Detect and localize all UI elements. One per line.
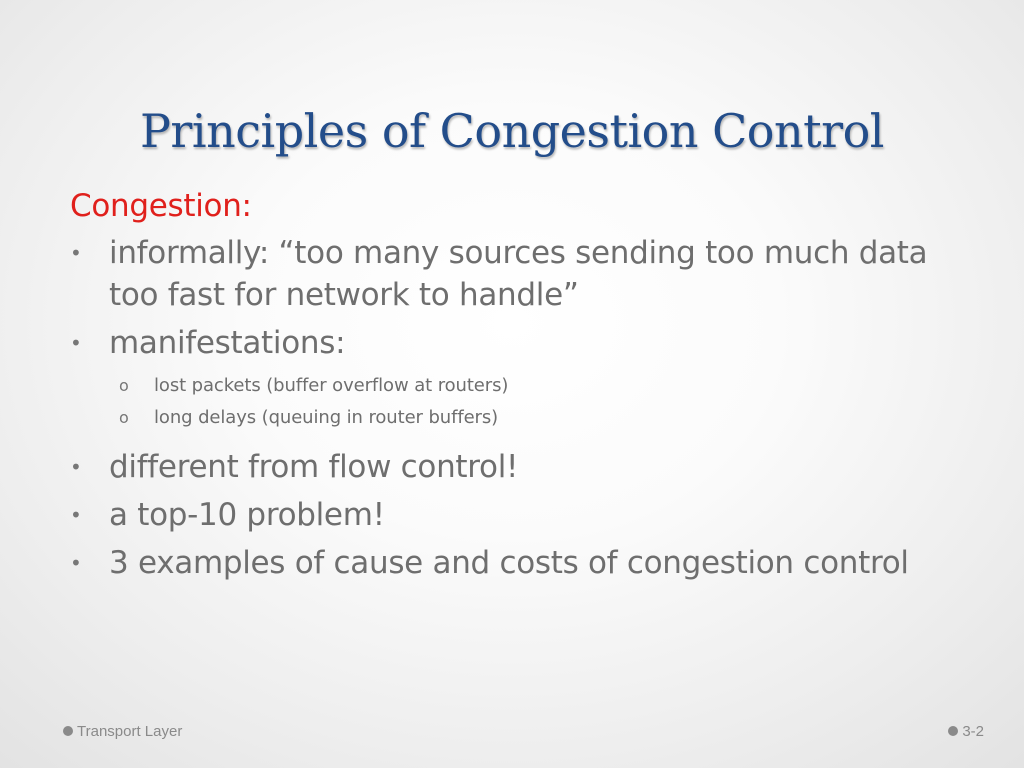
bullet-marker: •	[70, 455, 82, 479]
bullet-item	[70, 232, 950, 316]
slide-number: 3-2	[962, 723, 984, 740]
sub-bullet-text: lost packets (buffer overflow at routers)	[154, 375, 509, 396]
sub-bullet-marker: o	[119, 376, 129, 395]
bullet-marker: •	[70, 331, 82, 355]
footer-dot-icon	[63, 726, 73, 736]
bullet-text: a top-10 problem!	[109, 497, 385, 533]
bullet-item	[70, 322, 950, 364]
sub-bullet-item	[70, 370, 950, 402]
bullet-text: 3 examples of cause and costs of congestion control	[109, 545, 909, 581]
bullet-marker: •	[70, 241, 82, 265]
section-heading: Congestion:	[70, 188, 252, 224]
bullet-marker: •	[70, 551, 82, 575]
bullet-text: different from flow control!	[109, 449, 519, 485]
sub-bullet-item	[70, 402, 950, 434]
footer-left	[63, 723, 182, 740]
bullet-text: informally: “too many sources sending too much data too fast for network to handle”	[109, 235, 928, 313]
sub-bullet-text: long delays (queuing in router buffers)	[154, 407, 499, 428]
footer-right	[948, 723, 984, 740]
bullet-item	[70, 494, 950, 536]
bullet-marker: •	[70, 503, 82, 527]
slide-title: Principles of Congestion Control	[139, 104, 885, 158]
footer-dot-icon	[948, 726, 958, 736]
footer-left-label: Transport Layer	[77, 723, 183, 740]
slide-body	[70, 186, 950, 590]
bullet-item	[70, 446, 950, 488]
sub-bullet-list	[70, 370, 950, 434]
bullet-item	[70, 542, 950, 584]
bullet-text: manifestations:	[109, 325, 346, 361]
sub-bullet-marker: o	[119, 408, 129, 427]
